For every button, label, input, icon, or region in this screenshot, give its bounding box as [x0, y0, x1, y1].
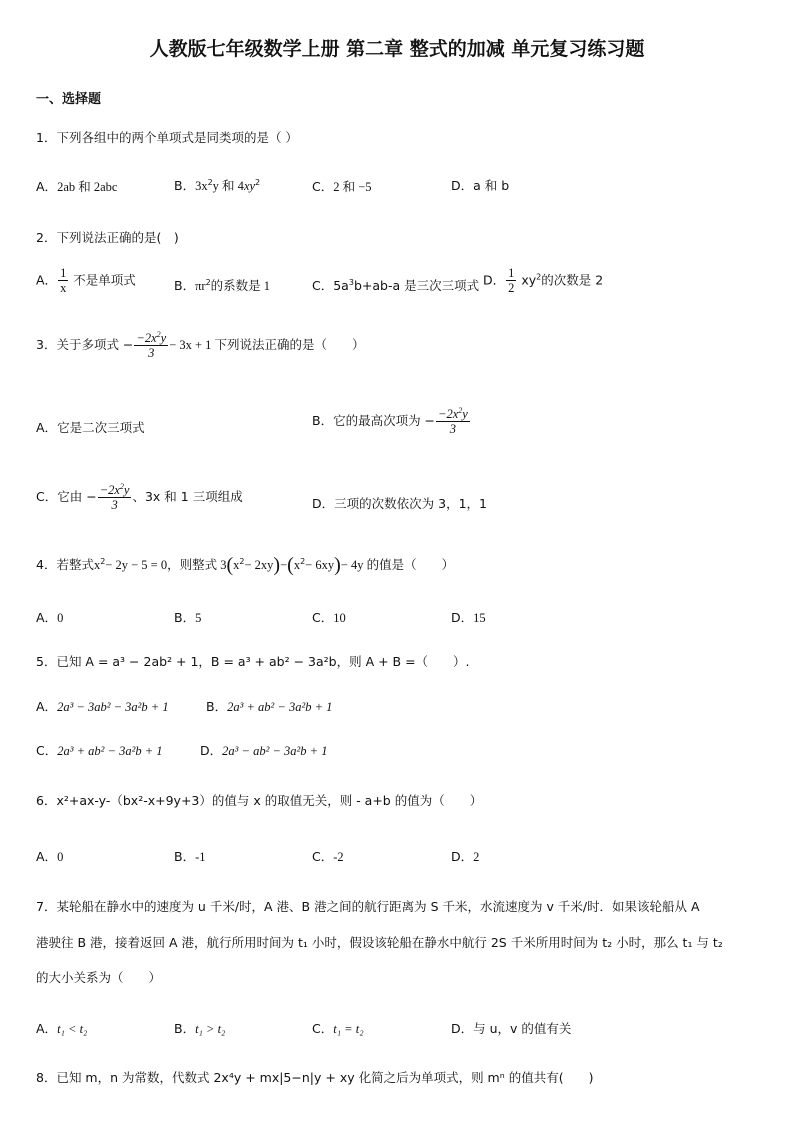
question-3-stem: 3．关于多项式 − $\frac{-2x^2y}{3}$ − 3x + 1 下列说法正确的是（ ）	[36, 330, 365, 361]
section-heading: 一、选择题	[36, 92, 102, 107]
question-2-stem: 2．下列说法正确的是( )	[36, 230, 179, 245]
q1-option-c: C．2 和 −5	[312, 179, 372, 194]
q4-option-d: D．15	[451, 610, 486, 625]
question-7-line-3: 的大小关系为（ ）	[36, 970, 162, 985]
page-title: 人教版七年级数学上册 第二章 整式的加减 单元复习练习题	[149, 38, 645, 60]
q3-option-d: D．三项的次数依次为 3，1，1	[312, 496, 487, 511]
q3-option-c: C．它由 − $\frac{-2x^2y}{3}$ 、3x 和 1 三项组成	[36, 482, 243, 513]
q1-option-d: D．a 和 b	[451, 178, 510, 193]
question-4-stem: 4．若整式$x^2- 2y - 5 = 0$，则整式 $3(x^2- 2xy)-(x^2- 6xy)- 4y$ 的值是（ ）	[36, 554, 455, 576]
q2-option-a: A． $\frac{1}{x}$ 不是单项式	[36, 266, 136, 296]
q6-option-c: C．-2	[312, 849, 344, 864]
q3-option-a: A．它是二次三项式	[36, 420, 145, 435]
q7-option-c: C．t₁ = t₂	[312, 1021, 364, 1036]
q6-option-b: B．-1	[174, 849, 206, 864]
q6-option-d: D．2	[451, 849, 480, 864]
question-7-line-2: 港驶往 B 港，接着返回 A 港，航行所用时间为 t₁ 小时，假设该轮船在静水中航行 2S 千米所用时间为 t₂ 小时，那么 t₁ 与 t₂	[36, 935, 723, 950]
q5-option-d: D．2a³ − ab² − 3a²b + 1	[200, 743, 328, 758]
q2-option-d: D． $\frac{1}{2}$ $xy^2$的次数是 2	[483, 266, 604, 296]
question-8-stem: 8．已知 m，n 为常数，代数式 2x⁴y + mx|5−n|y + xy 化简之后为单项式，则 mⁿ 的值共有( )	[36, 1070, 594, 1085]
q5-option-a: A．2a³ − 3ab² − 3a²b + 1	[36, 699, 169, 714]
q1-option-b: B．$3x^2y$ 和 $4xy^2$	[174, 178, 261, 193]
q2-option-b: B．$\pi r^2$的系数是 1	[174, 278, 271, 293]
q4-option-c: C．10	[312, 610, 346, 625]
q7-option-d: D．与 u，v 的值有关	[451, 1021, 572, 1036]
question-1-stem: 1．下列各组中的两个单项式是同类项的是（ ）	[36, 130, 298, 145]
question-6-stem: 6．x²+ax-y-（bx²-x+9y+3）的值与 x 的取值无关，则 - a+b 的值为（ ）	[36, 793, 483, 808]
question-5-stem: 5．已知 A = a³ − 2ab² + 1，B = a³ + ab² − 3a²b，则 A + B =（ ）.	[36, 654, 470, 669]
q3-option-b: B．它的最高次项为 − $\frac{-2x^2y}{3}$	[312, 406, 468, 437]
q7-option-b: B．t₁ > t₂	[174, 1021, 226, 1036]
q4-option-b: B．5	[174, 610, 202, 625]
q6-option-a: A．0	[36, 849, 64, 864]
q4-option-a: A．0	[36, 610, 64, 625]
q2-option-c: C．$5a^3b+ab-a$ 是三次三项式	[312, 278, 480, 293]
q5-option-b: B．2a³ + ab² − 3a²b + 1	[206, 699, 333, 714]
question-7-line-1: 7．某轮船在静水中的速度为 u 千米/时，A 港、B 港之间的航行距离为 S 千米，水流速度为 v 千米/时．如果该轮船从 A	[36, 899, 700, 914]
q7-option-a: A．t₁ < t₂	[36, 1021, 88, 1036]
q5-option-c: C．2a³ + ab² − 3a²b + 1	[36, 743, 163, 758]
q1-option-a: A．2ab 和 2abc	[36, 179, 118, 194]
